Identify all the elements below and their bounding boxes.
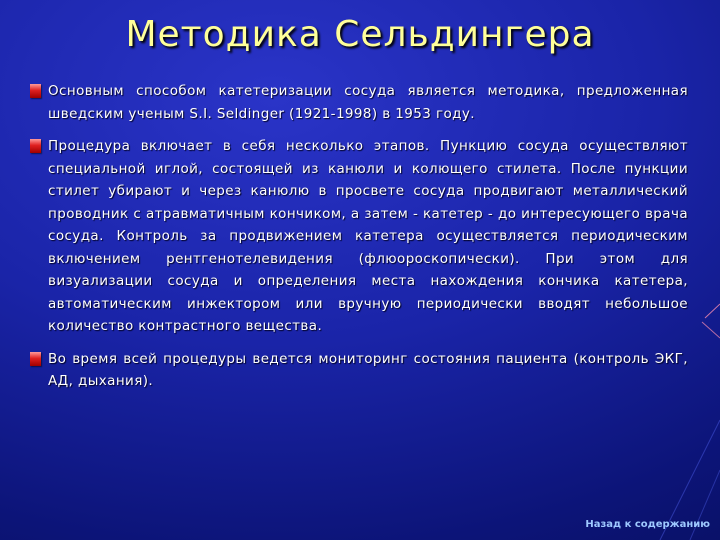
red-square-bullet-icon [30,139,41,153]
light-ray-1 [705,304,720,318]
bullet-list [26,80,688,403]
slide-title: Методика Сельдингера [125,14,595,55]
back-to-contents-link[interactable]: Назад к содержанию [585,519,710,530]
bullet-text: Основным способом катетеризации сосуда является методика, предложенная шведским ученым S.I. Seldinger (1921-1998) в 1953 году. [48,83,688,122]
bullet-text: Во время всей процедуры ведется мониторинг состояния пациента (контроль ЭКГ, АД, дыхания). [48,350,688,389]
red-square-bullet-icon [30,352,41,366]
bullet-text: Процедура включает в себя несколько этапов. Пункцию сосуда осуществляют специальной иглой, состоящей из канюли и колющего стилета. После пункции стилет убирают и через канюлю в просвете сосуда продвигают металлический проводник с атравматичным кончиком, а затем - катетер - до интересующего врача сосуда. Контроль за продвижением катетера осуществляется периодическим включением рентгенотелевидения (флюороскопически). При этом для визуализации сосуда и определения места нахождения кончика катетера, автоматическим инжектором или вручную периодически вводят небольшое количество контрастного вещества. [48,138,688,334]
red-square-bullet-icon [30,84,41,98]
bullet-item [26,80,688,125]
bullet-item [26,135,688,338]
bullet-item [26,348,688,393]
light-ray-2 [702,322,720,338]
